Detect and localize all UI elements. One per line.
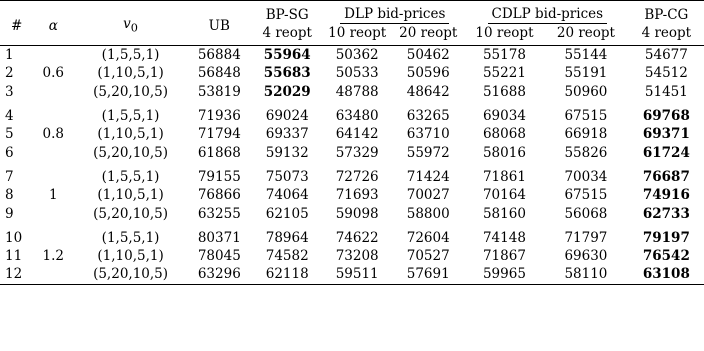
cell-dlp20: 55972 bbox=[406, 144, 450, 161]
cell-dlp10: 72726 bbox=[335, 168, 379, 185]
cell-cdlp10: 74148 bbox=[482, 229, 526, 246]
cell-dlp10: 73208 bbox=[335, 248, 379, 265]
cell-cdlp20: 67515 bbox=[564, 108, 608, 125]
cell-ub: 61868 bbox=[197, 144, 241, 161]
cell-bpsg: 52029 bbox=[263, 83, 311, 100]
row-num: 6 bbox=[5, 144, 14, 161]
table-row bbox=[0, 83, 704, 101]
cell-bpcg: 51451 bbox=[644, 83, 688, 100]
header-cdlp-10: 10 reopt bbox=[475, 25, 534, 41]
table-row bbox=[0, 125, 704, 143]
cell-cdlp10: 71861 bbox=[482, 168, 526, 185]
v0-value: (1,5,5,1) bbox=[101, 47, 160, 64]
v0-value: (1,10,5,1) bbox=[97, 65, 164, 82]
cell-dlp20: 50462 bbox=[406, 47, 450, 64]
cell-cdlp20: 50960 bbox=[564, 83, 608, 100]
cell-cdlp20: 55144 bbox=[564, 47, 608, 64]
cell-bpsg: 55683 bbox=[263, 65, 311, 82]
table-row bbox=[0, 168, 704, 186]
cell-ub: 63296 bbox=[197, 266, 241, 283]
cell-bpcg: 54677 bbox=[644, 47, 688, 64]
cell-cdlp20: 71797 bbox=[564, 229, 608, 246]
alpha-value: 1 bbox=[48, 187, 58, 204]
cell-dlp20: 70027 bbox=[406, 187, 450, 204]
header-v0 bbox=[73, 1, 188, 46]
cell-bpsg: 59132 bbox=[265, 144, 309, 161]
cell-dlp20: 48642 bbox=[406, 83, 450, 100]
header-row-1 bbox=[0, 1, 704, 24]
cell-ub: 78045 bbox=[197, 248, 241, 265]
row-num: 5 bbox=[5, 126, 14, 143]
cell-cdlp10: 69034 bbox=[482, 108, 526, 125]
cell-dlp10: 64142 bbox=[335, 126, 379, 143]
table-row bbox=[0, 46, 704, 64]
cell-ub: 63255 bbox=[197, 205, 241, 222]
cell-bpcg: 74916 bbox=[642, 187, 690, 204]
cell-bpsg: 55964 bbox=[263, 47, 311, 64]
cell-ub: 56848 bbox=[197, 65, 241, 82]
v0-value: (1,5,5,1) bbox=[101, 108, 160, 125]
row-num: 3 bbox=[5, 83, 14, 100]
cell-bpsg: 69024 bbox=[265, 108, 309, 125]
cell-dlp10: 50533 bbox=[335, 65, 379, 82]
header-cdlp-group-label: CDLP bid-prices bbox=[488, 6, 608, 24]
cell-cdlp20: 55191 bbox=[564, 65, 608, 82]
cell-ub: 53819 bbox=[197, 83, 241, 100]
table-row bbox=[0, 204, 704, 222]
header-dlp-group-label: DLP bid-prices bbox=[340, 6, 449, 24]
cell-dlp20: 58800 bbox=[406, 205, 450, 222]
row-num: 9 bbox=[5, 205, 14, 222]
cell-ub: 76866 bbox=[197, 187, 241, 204]
cell-dlp20: 63265 bbox=[406, 108, 450, 125]
cell-ub: 80371 bbox=[197, 229, 241, 246]
cell-bpcg: 76542 bbox=[642, 248, 690, 265]
bottom-rule bbox=[0, 284, 704, 285]
cell-bpcg: 79197 bbox=[642, 229, 690, 246]
cell-dlp20: 63710 bbox=[406, 126, 450, 143]
v0-value: (1,5,5,1) bbox=[101, 229, 160, 246]
cell-dlp20: 50596 bbox=[406, 65, 450, 82]
cell-bpsg: 74064 bbox=[265, 187, 309, 204]
row-num: 1 bbox=[5, 47, 14, 64]
cell-bpsg: 62118 bbox=[265, 266, 309, 283]
cell-bpcg: 76687 bbox=[642, 168, 690, 185]
cell-dlp20: 72604 bbox=[406, 229, 450, 246]
cell-ub: 79155 bbox=[197, 168, 241, 185]
cell-bpsg: 62105 bbox=[265, 205, 309, 222]
cell-bpcg: 63108 bbox=[642, 266, 690, 283]
header-cdlp-group bbox=[466, 1, 629, 24]
v0-value: (1,5,5,1) bbox=[101, 168, 160, 185]
row-num: 12 bbox=[5, 266, 23, 283]
header-dlp-10: 10 reopt bbox=[328, 25, 387, 41]
header-bpcg: BP-CG bbox=[644, 7, 689, 23]
row-num: 7 bbox=[5, 168, 14, 185]
cell-cdlp10: 70164 bbox=[482, 187, 526, 204]
v0-value: (1,10,5,1) bbox=[97, 187, 164, 204]
cell-bpcg: 69371 bbox=[642, 126, 690, 143]
row-num: 11 bbox=[5, 248, 23, 265]
row-num: 4 bbox=[5, 108, 14, 125]
header-cdlp-20: 20 reopt bbox=[556, 25, 615, 41]
row-num: 10 bbox=[5, 229, 23, 246]
cell-bpcg: 62733 bbox=[642, 205, 690, 222]
cell-bpsg: 75073 bbox=[265, 168, 309, 185]
v0-value: (5,20,10,5) bbox=[93, 83, 169, 100]
cell-cdlp20: 70034 bbox=[564, 168, 608, 185]
v0-value: (1,10,5,1) bbox=[97, 248, 164, 265]
cell-dlp20: 71424 bbox=[406, 168, 450, 185]
table-row bbox=[0, 186, 704, 204]
alpha-value: 0.6 bbox=[42, 65, 64, 82]
cell-dlp10: 57329 bbox=[335, 144, 379, 161]
table-row bbox=[0, 265, 704, 283]
cell-cdlp20: 69630 bbox=[564, 248, 608, 265]
v0-value: (1,10,5,1) bbox=[97, 126, 164, 143]
cell-cdlp10: 59965 bbox=[482, 266, 526, 283]
cell-cdlp20: 58110 bbox=[564, 266, 608, 283]
header-dlp-group bbox=[324, 1, 466, 24]
cell-ub: 71936 bbox=[197, 108, 241, 125]
header-bpcg-sub: 4 reopt bbox=[641, 25, 692, 41]
cell-dlp20: 57691 bbox=[406, 266, 450, 283]
cell-dlp10: 48788 bbox=[335, 83, 379, 100]
v0-value: (5,20,10,5) bbox=[93, 205, 169, 222]
cell-cdlp10: 71867 bbox=[482, 248, 526, 265]
table-row bbox=[0, 107, 704, 125]
cell-ub: 56884 bbox=[197, 47, 241, 64]
row-num: 8 bbox=[5, 187, 14, 204]
header-bpsg: BP-SG bbox=[265, 7, 309, 23]
table-row bbox=[0, 143, 704, 161]
cell-cdlp10: 58016 bbox=[482, 144, 526, 161]
cell-cdlp10: 68068 bbox=[482, 126, 526, 143]
cell-ub: 71794 bbox=[197, 126, 241, 143]
cell-cdlp20: 66918 bbox=[564, 126, 608, 143]
header-ub: UB bbox=[208, 17, 230, 34]
alpha-value: 1.2 bbox=[42, 248, 64, 265]
cell-cdlp10: 58160 bbox=[482, 205, 526, 222]
table-row bbox=[0, 229, 704, 247]
cell-dlp10: 71693 bbox=[335, 187, 379, 204]
v0-value: (5,20,10,5) bbox=[93, 144, 169, 161]
header-bpsg-sub: 4 reopt bbox=[262, 25, 312, 41]
header-v0-symbol: v bbox=[123, 16, 131, 33]
cell-cdlp10: 55178 bbox=[482, 47, 526, 64]
cell-cdlp10: 51688 bbox=[482, 83, 526, 100]
cell-dlp10: 50362 bbox=[335, 47, 379, 64]
table-row bbox=[0, 64, 704, 82]
cell-bpsg: 78964 bbox=[265, 229, 309, 246]
cell-bpcg: 69768 bbox=[642, 108, 690, 125]
cell-bpcg: 54512 bbox=[644, 65, 688, 82]
cell-dlp10: 59098 bbox=[335, 205, 379, 222]
header-dlp-20: 20 reopt bbox=[399, 25, 458, 41]
cell-dlp10: 59511 bbox=[335, 266, 379, 283]
header-v0-subscript: 0 bbox=[130, 21, 138, 35]
cell-bpsg: 74582 bbox=[265, 248, 309, 265]
cell-bpcg: 61724 bbox=[642, 144, 690, 161]
cell-cdlp10: 55221 bbox=[482, 65, 526, 82]
alpha-value: 0.8 bbox=[42, 126, 64, 143]
row-num: 2 bbox=[5, 65, 14, 82]
cell-cdlp20: 55826 bbox=[564, 144, 608, 161]
cell-cdlp20: 56068 bbox=[564, 205, 608, 222]
cell-cdlp20: 67515 bbox=[564, 187, 608, 204]
table-row bbox=[0, 247, 704, 265]
cell-dlp10: 63480 bbox=[335, 108, 379, 125]
header-alpha: α bbox=[48, 17, 58, 34]
cell-dlp20: 70527 bbox=[406, 248, 450, 265]
cell-bpsg: 69337 bbox=[265, 126, 309, 143]
cell-dlp10: 74622 bbox=[335, 229, 379, 246]
v0-value: (5,20,10,5) bbox=[93, 266, 169, 283]
header-num: # bbox=[11, 17, 23, 34]
